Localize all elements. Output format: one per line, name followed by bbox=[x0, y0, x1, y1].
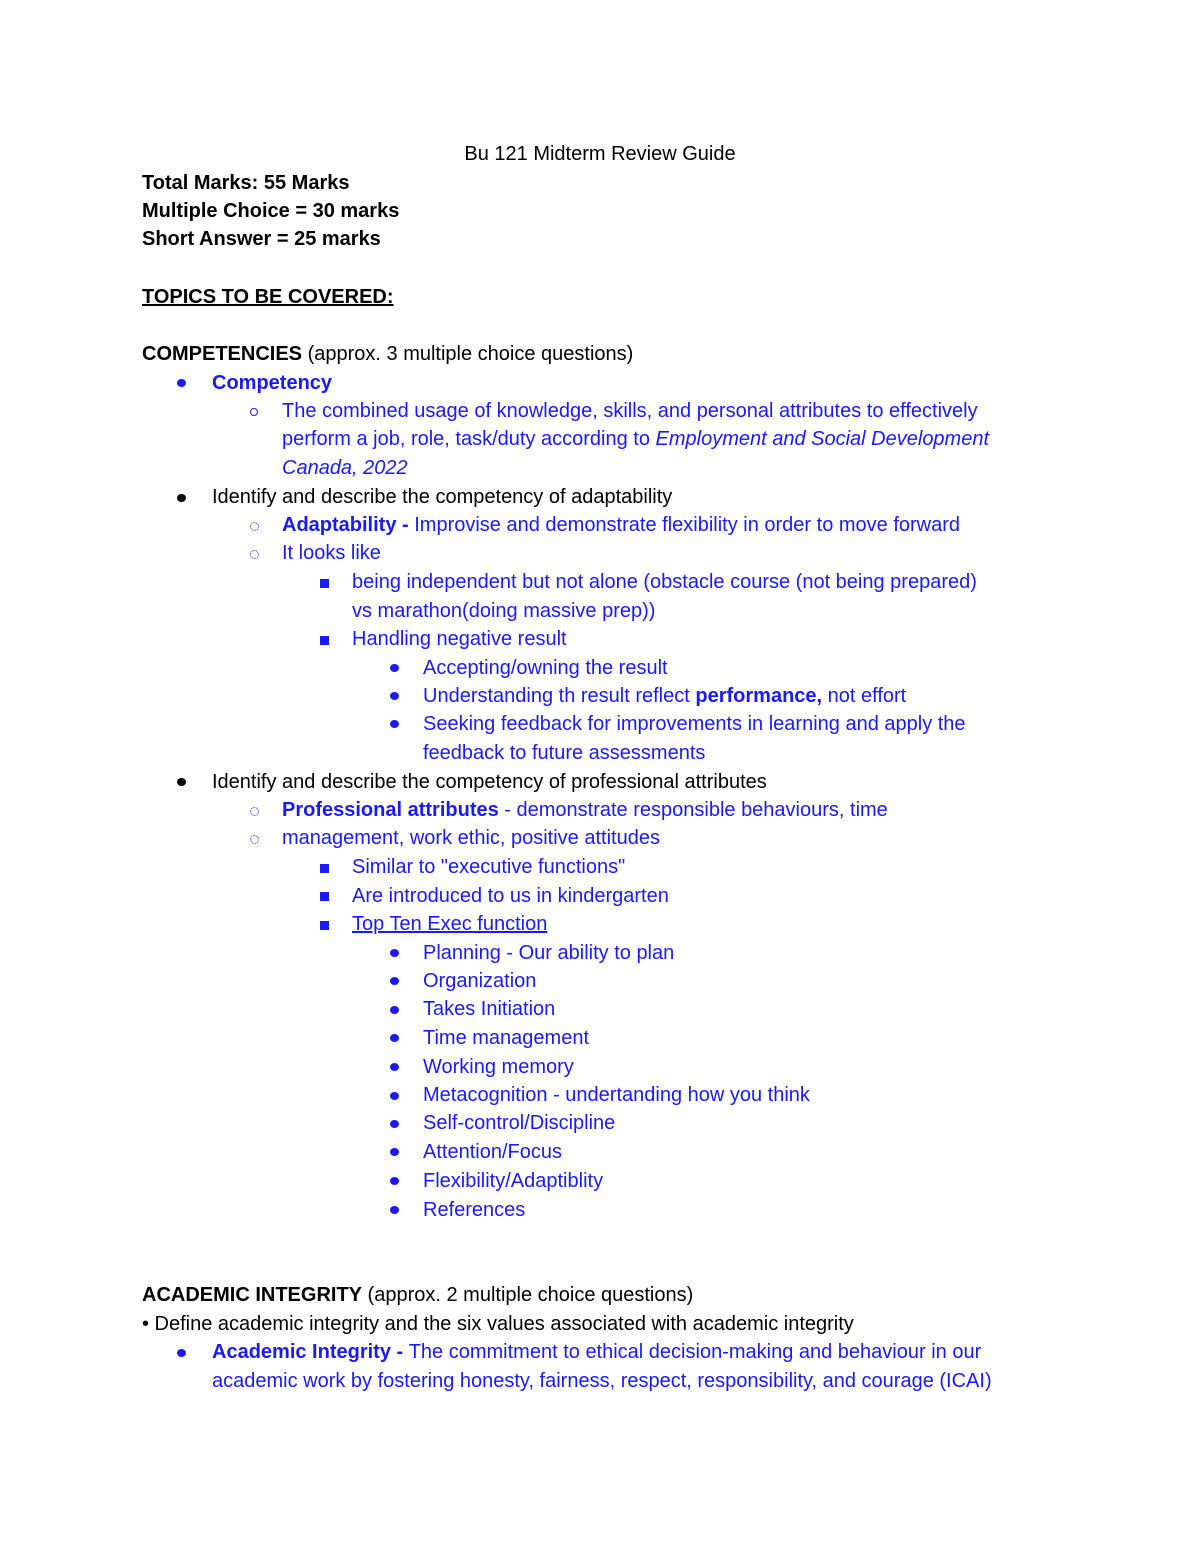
competencies-note: (approx. 3 multiple choice questions) bbox=[302, 343, 634, 365]
professional-attributes-def-text: - demonstrate responsible behaviours, time bbox=[498, 799, 888, 821]
academic-integrity-definition-line-1 bbox=[212, 1340, 981, 1364]
bullet-dot-icon bbox=[177, 778, 186, 786]
academic-integrity-heading: ACADEMIC INTEGRITY bbox=[142, 1284, 362, 1306]
competency-term: Competency bbox=[212, 372, 333, 394]
adaptability-definition bbox=[282, 513, 960, 537]
bullet-dotted-circle-icon bbox=[250, 835, 259, 844]
exec-function-item: Working memory bbox=[423, 1056, 574, 1078]
exec-function-item: Takes Initiation bbox=[423, 998, 556, 1020]
exec-function-item: Flexibility/Adaptiblity bbox=[423, 1170, 604, 1192]
seeking-feedback-line-1: Seeking feedback for improvements in learning and apply the bbox=[423, 713, 966, 735]
exec-function-item: Self-control/Discipline bbox=[423, 1112, 616, 1134]
bullet-dotted-circle-icon bbox=[250, 807, 259, 816]
bullet-dot-icon bbox=[390, 949, 399, 957]
seeking-feedback-line-2: feedback to future assessments bbox=[423, 742, 706, 764]
bullet-dot-icon bbox=[390, 1092, 399, 1100]
independent-line-1: being independent but not alone (obstacle course (not being prepared) bbox=[352, 571, 977, 593]
multiple-choice-marks: Multiple Choice = 30 marks bbox=[142, 200, 400, 222]
similar-executive-functions: Similar to "executive functions" bbox=[352, 856, 626, 878]
academic-integrity-section-heading bbox=[142, 1283, 693, 1307]
bullet-dot-icon bbox=[390, 720, 399, 728]
bullet-dot-icon bbox=[177, 494, 186, 502]
total-marks: Total Marks: 55 Marks bbox=[142, 172, 350, 194]
bullet-dotted-circle-icon bbox=[250, 550, 259, 559]
competency-definition-line-3: Canada, 2022 bbox=[282, 457, 408, 479]
bullet-dot-icon bbox=[390, 1063, 399, 1071]
competencies-heading: COMPETENCIES bbox=[142, 343, 303, 365]
accepting-result: Accepting/owning the result bbox=[423, 657, 668, 679]
competencies-section-heading bbox=[142, 342, 633, 366]
professional-attributes-term: Professional attributes bbox=[282, 799, 499, 821]
define-academic-integrity: • Define academic integrity and the six values associated with academic integrity bbox=[142, 1313, 854, 1335]
topics-heading: TOPICS TO BE COVERED: bbox=[142, 286, 394, 308]
professional-attributes-definition-2: management, work ethic, positive attitudes bbox=[282, 827, 660, 849]
professional-attributes-definition bbox=[282, 798, 888, 822]
understanding-text: Understanding th result reflect bbox=[423, 685, 696, 707]
exec-function-item: Planning - Our ability to plan bbox=[423, 942, 675, 964]
top-ten-exec-function-link[interactable]: Top Ten Exec function bbox=[352, 913, 548, 935]
bullet-square-icon bbox=[320, 892, 329, 901]
bullet-dot-icon bbox=[177, 379, 186, 387]
bullet-dot-icon bbox=[390, 1034, 399, 1042]
exec-function-item: Attention/Focus bbox=[423, 1141, 562, 1163]
introduced-kindergarten: Are introduced to us in kindergarten bbox=[352, 885, 669, 907]
competency-definition-text: perform a job, role, task/duty according to bbox=[282, 428, 656, 450]
independent-line-2: vs marathon(doing massive prep)) bbox=[352, 600, 656, 622]
bullet-square-icon bbox=[320, 864, 329, 873]
bullet-square-icon bbox=[320, 921, 329, 930]
exec-function-item: References bbox=[423, 1199, 526, 1221]
academic-integrity-def-text: The commitment to ethical decision-making and behaviour in our bbox=[408, 1341, 982, 1363]
performance-term: performance, bbox=[695, 685, 823, 707]
bullet-dotted-circle-icon bbox=[250, 522, 259, 531]
academic-integrity-definition-line-2: academic work by fostering honesty, fairness, respect, responsibility, and courage (ICAI) bbox=[212, 1370, 992, 1392]
bullet-dot-icon bbox=[390, 1006, 399, 1014]
academic-integrity-note: (approx. 2 multiple choice questions) bbox=[362, 1284, 694, 1306]
competency-definition-line-2 bbox=[282, 427, 989, 451]
bullet-dot-icon bbox=[390, 1120, 399, 1128]
bullet-dot-icon bbox=[390, 977, 399, 985]
exec-function-item: Organization bbox=[423, 970, 537, 992]
page-title: Bu 121 Midterm Review Guide bbox=[464, 143, 736, 165]
bullet-square-icon bbox=[320, 579, 329, 588]
adaptability-heading: Identify and describe the competency of adaptability bbox=[212, 486, 673, 508]
bullet-circle-icon bbox=[250, 408, 258, 416]
understanding-result bbox=[423, 684, 906, 708]
adaptability-def-text: Improvise and demonstrate flexibility in order to move forward bbox=[414, 514, 961, 536]
professional-attributes-heading: Identify and describe the competency of professional attributes bbox=[212, 771, 767, 793]
bullet-dot-icon bbox=[390, 692, 399, 700]
bullet-dot-icon bbox=[390, 1177, 399, 1185]
looks-like: It looks like bbox=[282, 542, 381, 564]
academic-integrity-term: Academic Integrity - bbox=[212, 1341, 409, 1363]
negative-result: Handling negative result bbox=[352, 628, 567, 650]
bullet-dot-icon bbox=[390, 664, 399, 672]
bullet-dot-icon bbox=[177, 1349, 186, 1357]
bullet-dot-icon bbox=[390, 1148, 399, 1156]
not-effort-text: not effort bbox=[822, 685, 907, 707]
bullet-dot-icon bbox=[390, 1206, 399, 1214]
competency-definition-line-1: The combined usage of knowledge, skills, and personal attributes to effectively bbox=[282, 400, 978, 422]
competency-source: Employment and Social Development bbox=[655, 428, 990, 450]
adaptability-term: Adaptability - bbox=[282, 514, 415, 536]
short-answer-marks: Short Answer = 25 marks bbox=[142, 228, 381, 250]
exec-function-item: Time management bbox=[423, 1027, 589, 1049]
bullet-square-icon bbox=[320, 636, 329, 645]
exec-function-item: Metacognition - undertanding how you think bbox=[423, 1084, 810, 1106]
